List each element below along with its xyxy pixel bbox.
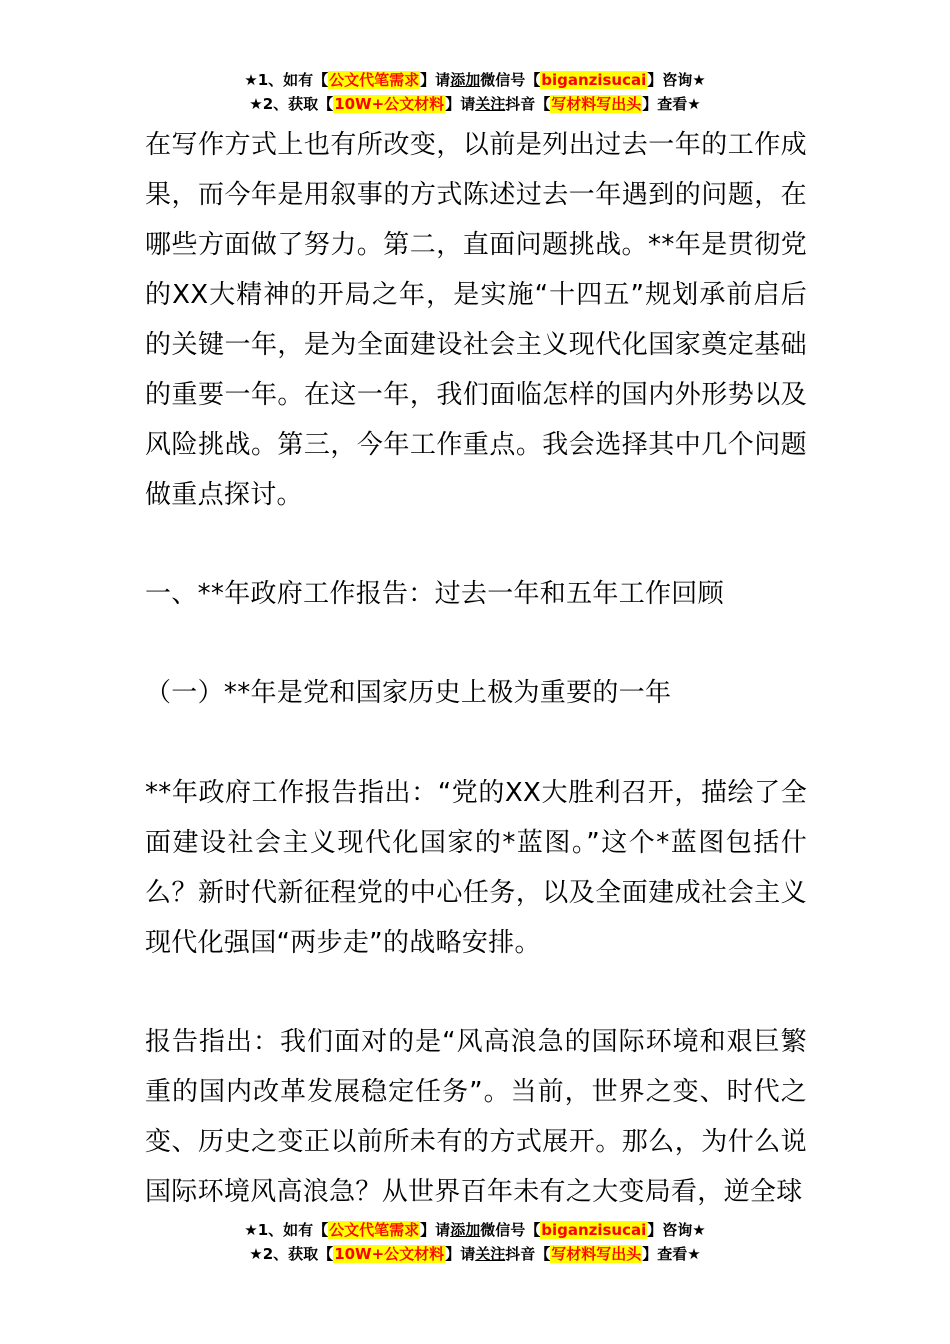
banner-text: 】咨询★ [647,1221,706,1239]
banner-highlight: 写材料写出头 [551,1245,642,1263]
banner-text: 抖音【 [505,95,551,113]
banner-text: 】查看★ [642,95,701,113]
banner-line-2 [0,1242,950,1266]
paragraph-3: 报告指出：我们面对的是“风高浪急的国际环境和艰巨繁重的国内改革发展稳定任务”。当前，世界之变、时代之变、历史之变正以前所未有的方式展开。那么，为什么说国际环境风高浪急？从世界百年未有之大变局看，逆全球 [145,1027,807,1207]
banner-text: 微信号【 [480,71,541,89]
banner-line-1 [0,68,950,92]
subsection-heading: （一）**年是党和国家历史上极为重要的一年 [145,678,672,708]
banner-highlight: 10W+公文材料 [334,1245,445,1263]
banner-text: 】请 [420,1221,451,1239]
banner-text: 】请 [445,95,476,113]
banner-underline: 关注 [475,1245,506,1263]
banner-highlight: 10W+公文材料 [334,95,445,113]
banner-underline: 添加 [450,1221,481,1239]
banner-text: ★1、如有【 [244,1221,329,1239]
banner-text: 】请 [420,71,451,89]
banner-text: ★2、获取【 [249,1245,334,1263]
banner-text: 】咨询★ [647,71,706,89]
paragraph-2: **年政府工作报告指出：“党的XX大胜利召开，描绘了全面建设社会主义现代化国家的*蓝图。”这个*蓝图包括什么？新时代新征程党的中心任务，以及全面建成社会主义现代化强国“两步走”的战略安排。 [145,778,807,958]
banner-text: ★2、获取【 [249,95,334,113]
banner-highlight: biganzisucai [541,1221,647,1239]
banner-underline: 添加 [450,71,481,89]
header-banner [0,68,950,116]
banner-highlight: 公文代笔需求 [329,1221,420,1239]
banner-text: 】查看★ [642,1245,701,1263]
banner-highlight: 公文代笔需求 [329,71,420,89]
banner-line-2 [0,92,950,116]
banner-highlight: biganzisucai [541,71,647,89]
banner-highlight: 写材料写出头 [551,95,642,113]
banner-text: 抖音【 [505,1245,551,1263]
banner-underline: 关注 [475,95,506,113]
banner-text: ★1、如有【 [244,71,329,89]
footer-banner [0,1218,950,1266]
banner-text: 】请 [445,1245,476,1263]
banner-text: 微信号【 [480,1221,541,1239]
section-heading: 一、**年政府工作报告：过去一年和五年工作回顾 [145,579,724,609]
paragraph-1: 在写作方式上也有所改变，以前是列出过去一年的工作成果，而今年是用叙事的方式陈述过去一年遇到的问题，在哪些方面做了努力。第二，直面问题挑战。**年是贯彻党的XX大精神的开局之年，是实施“十四五”规划承前启后的关键一年，是为全面建设社会主义现代化国家奠定基础的重要一年。在这一年，我们面临怎样的国内外形势以及风险挑战。第三，今年工作重点。我会选择其中几个问题做重点探讨。 [145,130,807,510]
banner-line-1 [0,1218,950,1242]
